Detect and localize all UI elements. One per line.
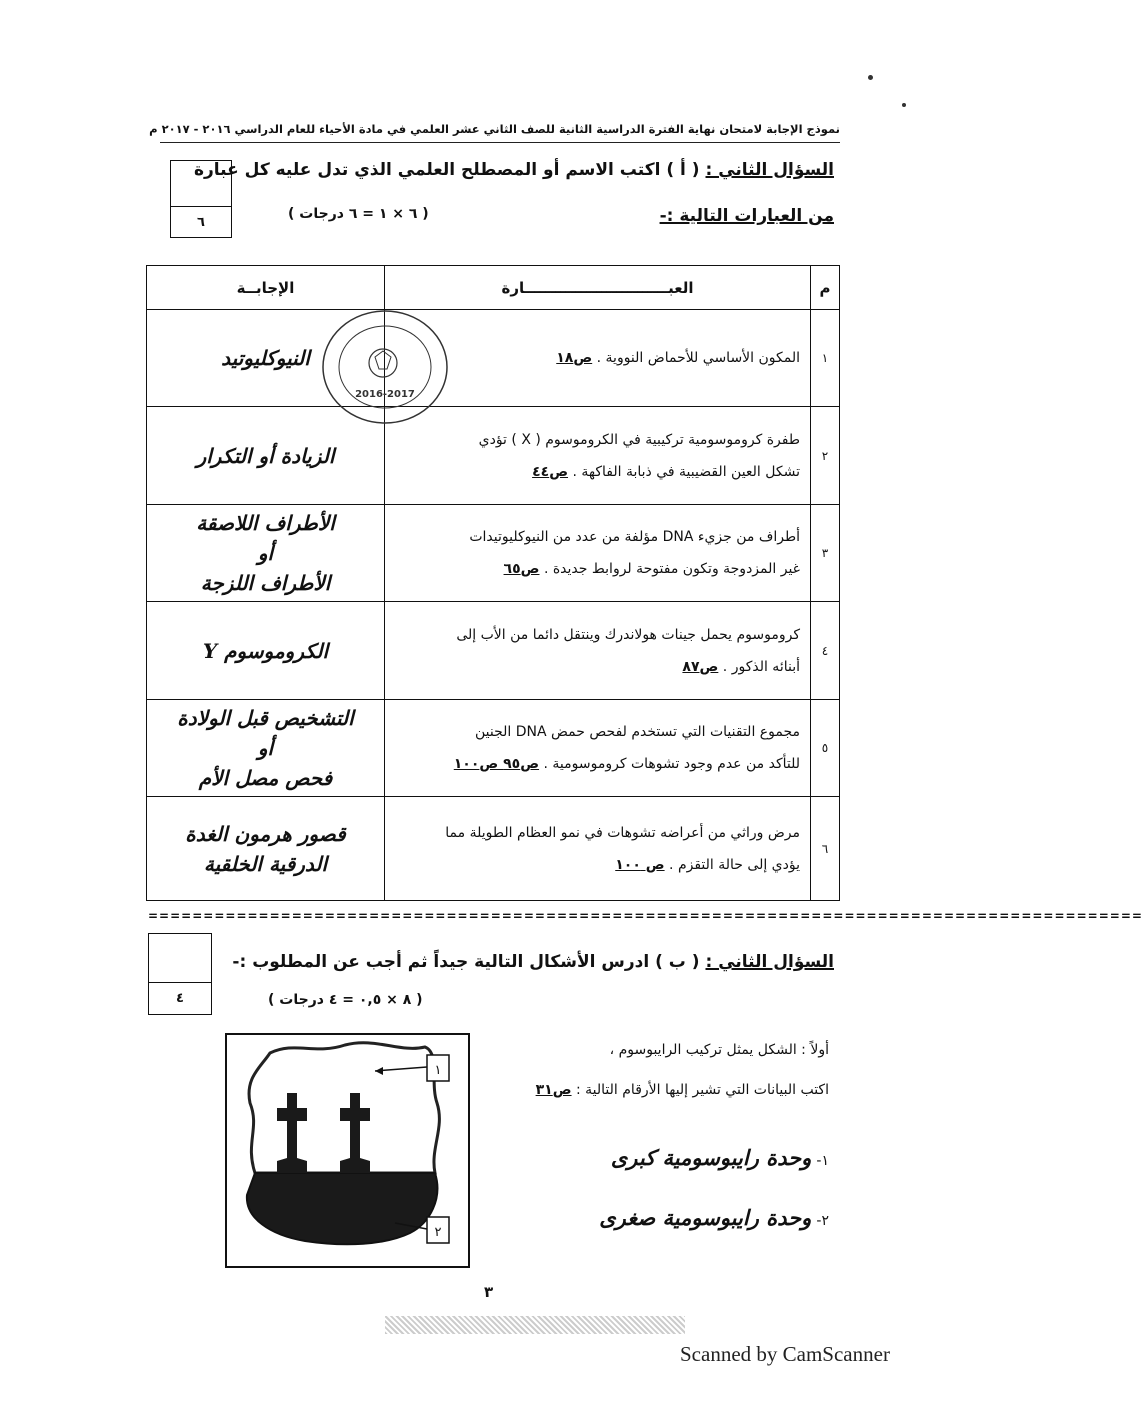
- answer-item: [599, 1205, 829, 1230]
- table-row: [147, 602, 840, 700]
- answer-item: [611, 1145, 829, 1170]
- scan-speck: [902, 103, 906, 107]
- row-statement: مجموع التقنيات التي تستخدم لفحص حمض DNA الجنين للتأكد من عدم وجود تشوهات كروموسومية . ص٩٥ ص١٠٠: [385, 700, 811, 797]
- table-row: [147, 407, 840, 505]
- table-header-row: [147, 266, 840, 310]
- col-statement-header: العبــــــــــــــــــــــــــــارة: [385, 266, 811, 310]
- row-answer: الكروموسوم Y: [147, 602, 385, 700]
- header-divider: [160, 142, 840, 143]
- small-subunit-shape: [247, 1173, 438, 1244]
- score-box-b-value: ٤: [176, 991, 184, 1006]
- camscanner-watermark: Scanned by CamScanner: [680, 1342, 890, 1366]
- ribosome-figure: [225, 1033, 470, 1268]
- question-b-title: [232, 952, 834, 972]
- row-statement: أطراف من جزيء DNA مؤلفة من عدد من النيوكليوتيدات غير المزدوجة وتكون مفتوحة لروابط جديدة . ص٦٥: [385, 505, 811, 602]
- row-answer: النيوكليوتيد: [147, 310, 385, 407]
- question-b-text: ( ب ) ادرس الأشكال التالية جيداً ثم أجب عن المطلوب :-: [232, 952, 700, 972]
- row-answer: الزيادة أو التكرار: [147, 407, 385, 505]
- row-num: ٥: [811, 700, 840, 797]
- row-num: ٤: [811, 602, 840, 700]
- question-a-label: السؤال الثاني :: [705, 160, 834, 180]
- figure-label-1: ١: [434, 1063, 442, 1078]
- table-row: [147, 700, 840, 797]
- row-statement: المكون الأساسي للأحماض النووية . ص١٨: [385, 310, 811, 407]
- question-a-text: ( أ ) اكتب الاسم أو المصطلح العلمي الذي تدل عليه كل عبارة: [193, 160, 700, 180]
- question-a-title: [193, 160, 834, 180]
- answer-item-num: ١-: [816, 1153, 829, 1169]
- question-b-grade: ( ٨ × ٠,٥ = ٤ درجات ): [268, 992, 423, 1008]
- answer-item-num: ٢-: [816, 1213, 829, 1229]
- col-answer-header: الإجابــة: [147, 266, 385, 310]
- table-row: [147, 797, 840, 901]
- table-row: [147, 310, 840, 407]
- answer-table: [146, 265, 840, 901]
- answer-item-text: وحدة رايبوسومية كبرى: [610, 1145, 812, 1170]
- answer-item-text: وحدة رايبوسومية صغرى: [599, 1205, 812, 1230]
- row-statement: مرض وراثي من أعراضه تشوهات في نمو العظام الطويلة مما يؤدي إلى حالة التقزم . ص ١٠٠: [385, 797, 811, 901]
- scan-speck: [868, 75, 873, 80]
- row-answer: التشخيص قبل الولادة أو فحص مصل الأم: [147, 700, 385, 797]
- table-row: [147, 505, 840, 602]
- question-b-intro: أولاً : الشكل يمثل تركيب الرايبوسوم ،: [609, 1042, 829, 1058]
- stamp-year: 2016-2017: [355, 389, 415, 400]
- row-num: ٣: [811, 505, 840, 602]
- page-number: ٣: [484, 1283, 494, 1301]
- question-a-grade: ( ٦ × ١ = ٦ درجات ): [288, 206, 429, 222]
- scan-noise: [385, 1316, 685, 1334]
- figure-label-2: ٢: [434, 1225, 442, 1240]
- row-answer: الأطراف اللاصقة أو الأطراف اللزجة: [147, 505, 385, 602]
- question-b-instruction: اكتب البيانات التي تشير إليها الأرقام التالية : ص٣١: [535, 1082, 829, 1098]
- exam-header: نموذج الإجابة لامتحان نهاية الفترة الدراسية الثانية للصف الثاني عشر العلمي في مادة الأحياء للعام الدراسي ٢٠١٦ - ٢٠١٧ م: [149, 122, 840, 136]
- score-box-a: [170, 160, 232, 238]
- large-subunit-shape: [249, 1043, 439, 1173]
- question-b-label: السؤال الثاني :: [705, 952, 834, 972]
- row-answer: قصور هرمون الغدة الدرقية الخلقية: [147, 797, 385, 901]
- official-stamp-icon: [315, 305, 455, 430]
- col-num-header: م: [811, 266, 840, 310]
- row-statement: كروموسوم يحمل جينات هولاندرك وينتقل دائما من الأب إلى أبنائه الذكور . ص٨٧: [385, 602, 811, 700]
- row-statement: طفرة كروموسومية تركيبية في الكروموسوم ( X ) تؤدي تشكل العين القضيبية في ذبابة الفاكهة . ص٤٤: [385, 407, 811, 505]
- row-num: ١: [811, 310, 840, 407]
- section-separator: ==========================================================================================: [148, 909, 1143, 923]
- question-a-line2: من العبارات التالية :-: [659, 206, 834, 226]
- score-box-b: [148, 933, 212, 1015]
- row-num: ٢: [811, 407, 840, 505]
- row-num: ٦: [811, 797, 840, 901]
- score-box-a-value: ٦: [197, 215, 205, 230]
